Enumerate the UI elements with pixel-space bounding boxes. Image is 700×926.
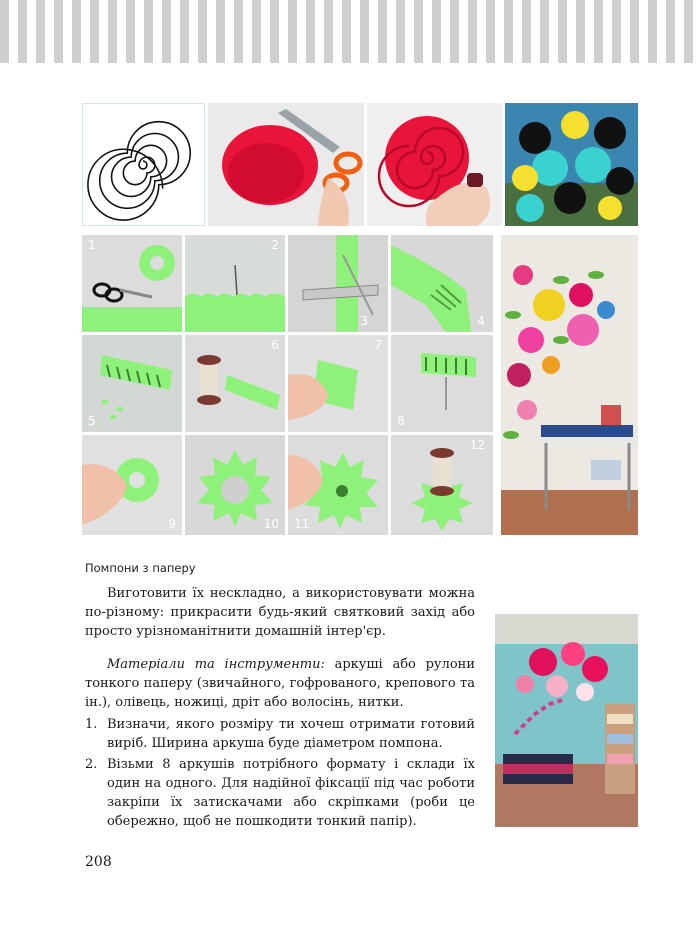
list-item bbox=[85, 755, 475, 831]
step-1-photo bbox=[82, 235, 182, 332]
step-8-photo bbox=[391, 335, 493, 432]
rolling-red-spiral-photo bbox=[367, 103, 502, 226]
step-5-photo bbox=[82, 335, 182, 432]
step-11-photo bbox=[288, 435, 388, 535]
step-number: 9 bbox=[168, 517, 176, 531]
step-number: 2 bbox=[271, 238, 279, 252]
step-number: 10 bbox=[263, 517, 279, 531]
pompom-room-photo bbox=[495, 614, 638, 827]
step-6-photo bbox=[185, 335, 285, 432]
step-number: 5 bbox=[88, 414, 96, 428]
step-3-photo bbox=[288, 235, 388, 332]
step-9-photo bbox=[82, 435, 182, 535]
step-number: 6 bbox=[271, 338, 279, 352]
step-number: 7 bbox=[374, 338, 382, 352]
flower-wall-decor-photo bbox=[501, 235, 638, 535]
paper-roses-bouquet-photo bbox=[505, 103, 638, 226]
step-10-photo bbox=[185, 435, 285, 535]
list-item-number: 2. bbox=[85, 757, 98, 772]
step-4-photo bbox=[391, 235, 493, 332]
instruction-list bbox=[85, 715, 475, 833]
page-number: 208 bbox=[85, 854, 112, 870]
intro-paragraph bbox=[85, 584, 475, 641]
step-number: 1 bbox=[88, 238, 96, 252]
step-number: 3 bbox=[360, 314, 368, 328]
spiral-drawing-photo bbox=[82, 103, 205, 226]
materials-text: аркуші або рулони тонкого паперу (звичайного, гофрованого, крепового та ін.), олівець, ножиці, дріт або волосінь, нитки. bbox=[85, 657, 475, 710]
materials-paragraph bbox=[85, 655, 475, 712]
step-number: 4 bbox=[477, 314, 485, 328]
step-number: 8 bbox=[397, 414, 405, 428]
list-item bbox=[85, 715, 475, 753]
list-item-text: Визначи, якого розміру ти хочеш отримати готовий виріб. Ширина аркуша буде діаметром помпона. bbox=[107, 717, 475, 751]
section-title: Помпони з паперу bbox=[85, 561, 196, 575]
header-stripes bbox=[0, 0, 700, 63]
step-number: 12 bbox=[469, 438, 485, 452]
cutting-red-circle-photo bbox=[208, 103, 364, 226]
step-2-photo bbox=[185, 235, 285, 332]
step-12-photo bbox=[391, 435, 493, 535]
intro-text: Виготовити їх нескладно, а використовувати можна по-різному: прикрасити будь-який святковий захід або просто урізноманітнити домашній інтер'єр. bbox=[85, 586, 475, 639]
list-item-number: 1. bbox=[85, 717, 98, 732]
step-number: 11 bbox=[294, 517, 310, 531]
step-7-photo bbox=[288, 335, 388, 432]
materials-label: Матеріали та інструменти: bbox=[107, 657, 325, 672]
list-item-text: Візьми 8 аркушів потрібного формату і склади їх один на одного. Для надійної фіксації під час роботи закріпи їх затискачами або скріпками (роби це обережно, щоб не пошкодити тонкий папір). bbox=[107, 757, 475, 829]
